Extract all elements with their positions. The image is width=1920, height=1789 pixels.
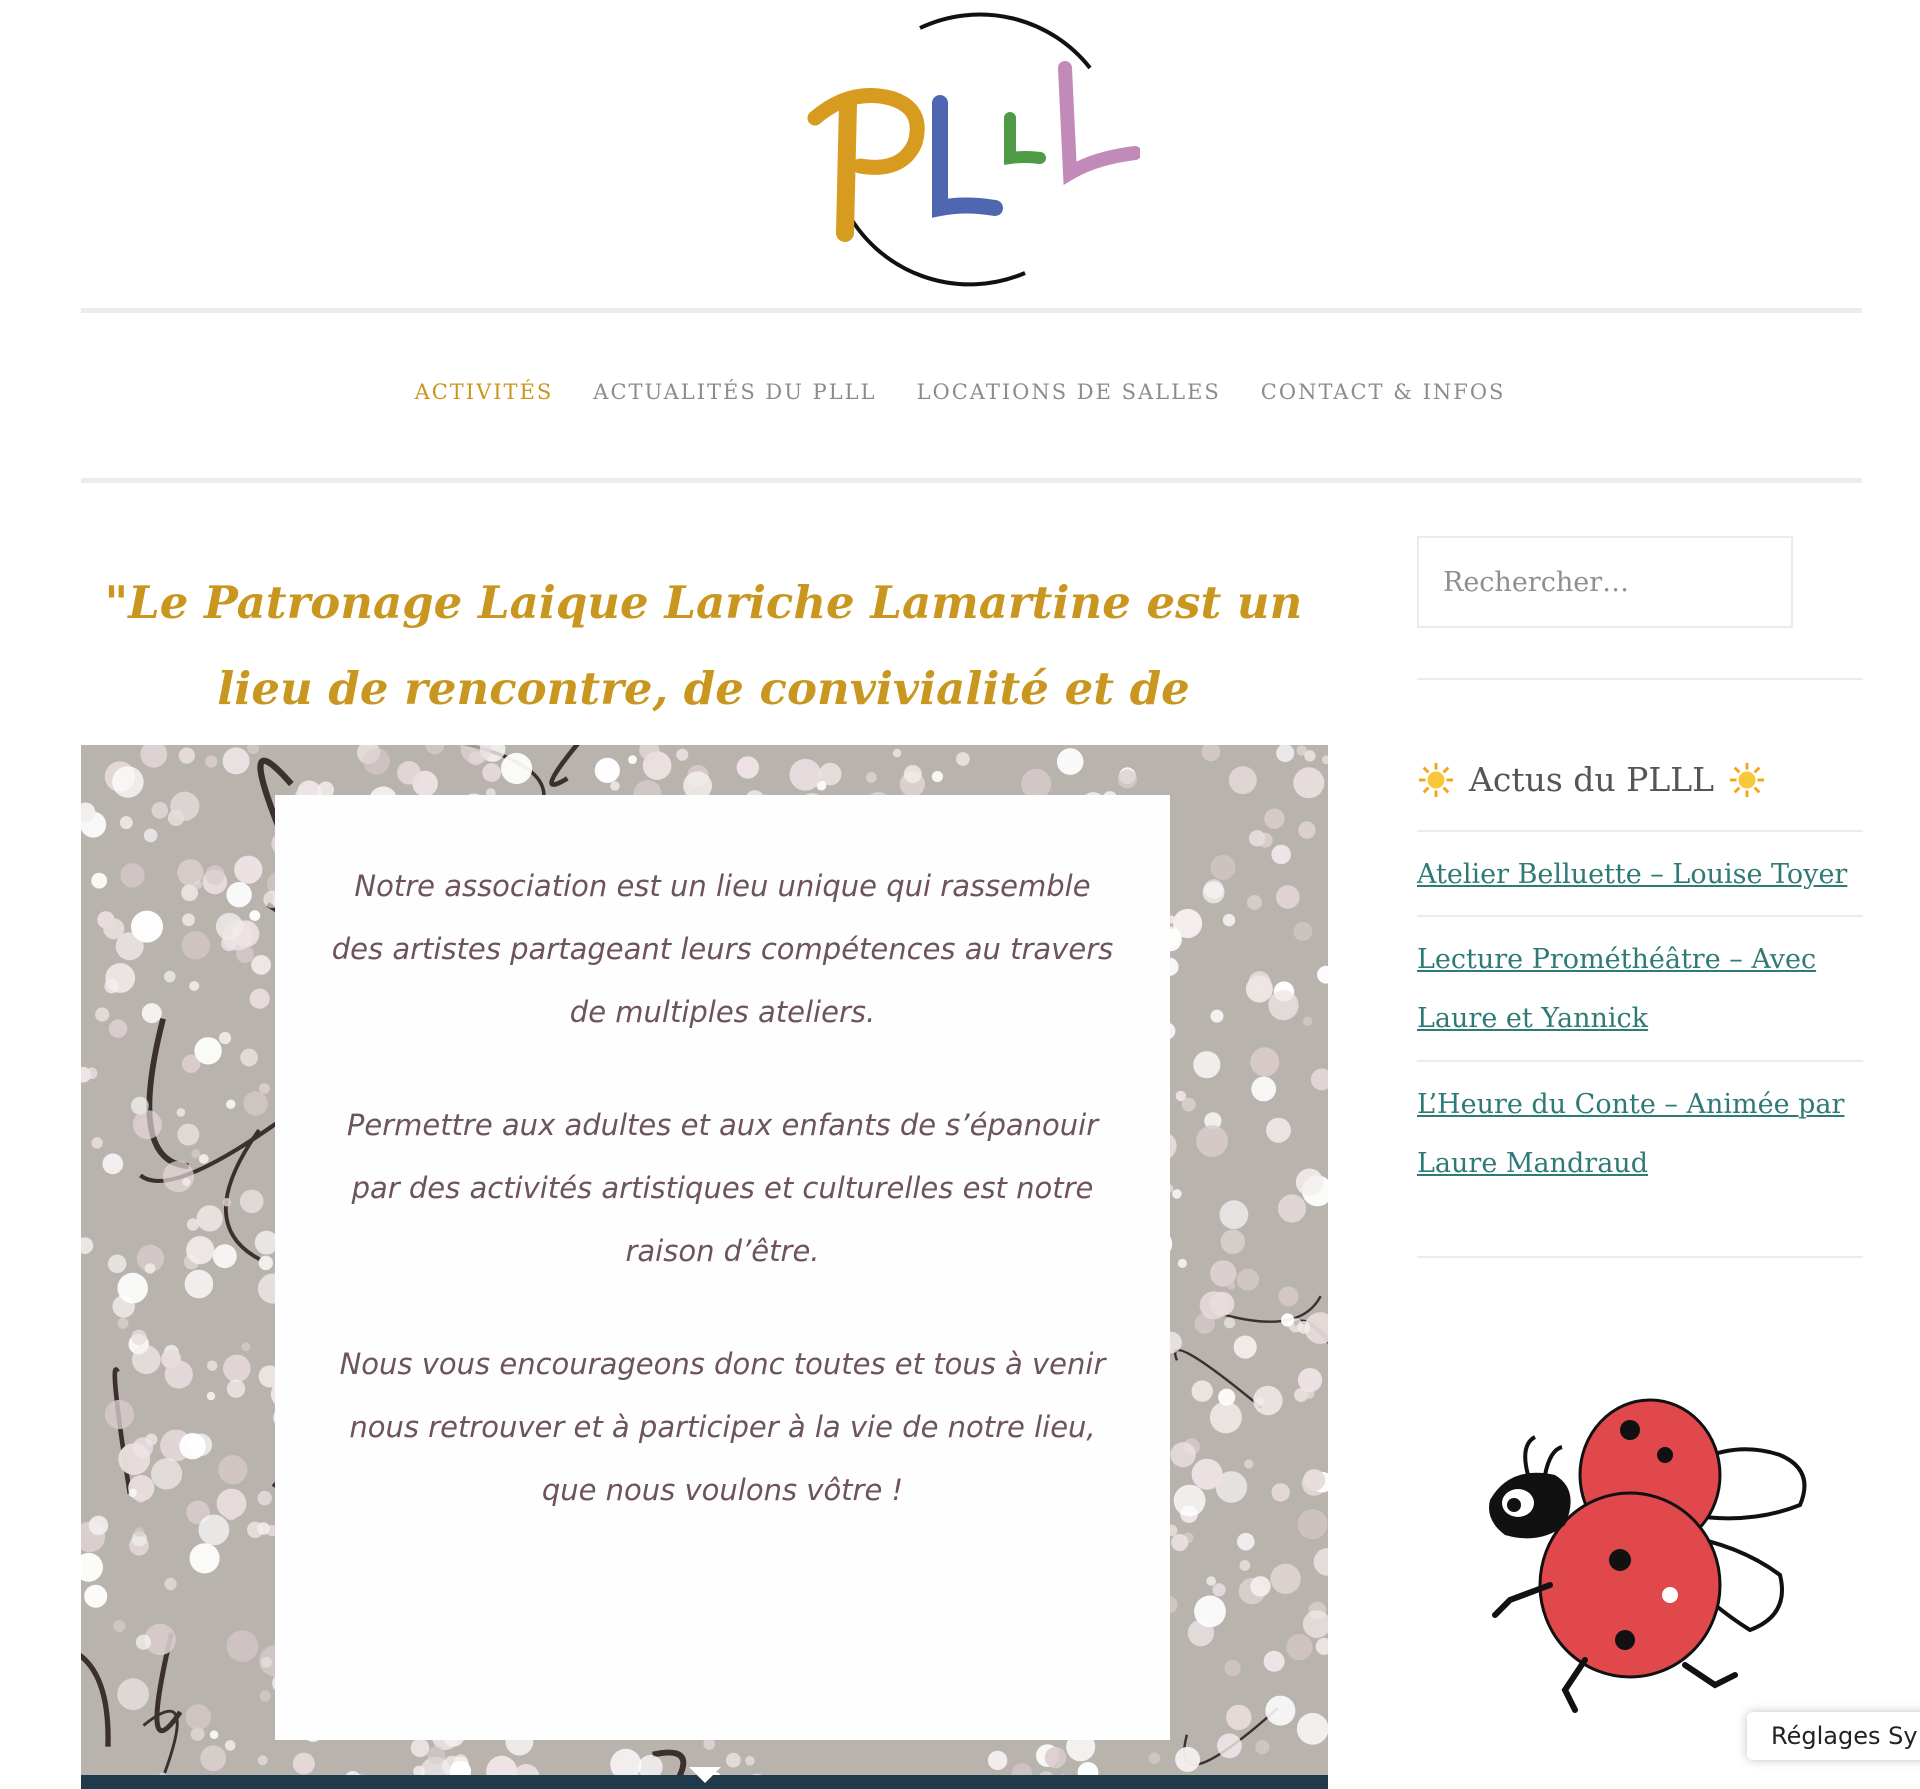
hero-notch <box>689 1767 721 1783</box>
recent-post-link[interactable]: Atelier Belluette – Louise Toyer <box>1417 859 1848 890</box>
intro-paragraph-3: Nous vous encourageons donc toutes et tous à venir nous retrouver et à participer à la vie de notre lieu, que nous voulons vôtre ! <box>339 1347 1106 1507</box>
logo-letter-l3 <box>1065 68 1135 173</box>
logo-letter-p-stem <box>845 103 848 233</box>
logo-letter-p-bowl <box>815 96 917 168</box>
sidebar-divider <box>1417 678 1863 680</box>
sun-icon <box>1728 761 1766 799</box>
widget-divider <box>1417 830 1863 832</box>
ladybug-illustration <box>1450 1375 1830 1715</box>
intro-quote: "Le Patronage Laique Lariche Lamartine est un lieu de rencontre, de convivialité et de <box>104 576 1303 715</box>
main-navigation <box>0 380 1920 404</box>
sun-icon <box>1417 761 1455 799</box>
recent-post-link[interactable]: L’Heure du Conte – Animée par Laure Mandraud <box>1417 1089 1845 1179</box>
search-input[interactable] <box>1417 536 1793 628</box>
header-divider-bottom <box>81 478 1862 483</box>
post-divider <box>1417 915 1863 917</box>
logo-arc-top <box>920 15 1090 68</box>
site-logo[interactable] <box>790 8 1140 298</box>
header-divider-top <box>81 308 1862 313</box>
post-divider <box>1417 1060 1863 1062</box>
nav-item-contact[interactable]: CONTACT & INFOS <box>1260 380 1506 404</box>
intro-paragraph-2: Permettre aux adultes et aux enfants de s’épanouir par des activités artistiques et culturelles est notre raison d’être. <box>346 1108 1099 1268</box>
widget-title-actus <box>1417 755 1766 805</box>
logo-letter-l1 <box>940 103 995 208</box>
nav-item-actualites[interactable]: ACTUALITÉS DU PLLL <box>593 380 877 404</box>
nav-item-locations[interactable]: LOCATIONS DE SALLES <box>916 380 1221 404</box>
widget-divider <box>1417 1256 1863 1258</box>
intro-paragraph-1: Notre association est un lieu unique qui rassemble des artistes partageant leurs compétences au travers de multiples ateliers. <box>331 869 1114 1029</box>
intro-card <box>275 795 1170 1740</box>
logo-graphic <box>790 8 1140 298</box>
nav-item-activites[interactable]: ACTIVITÉS <box>414 380 554 404</box>
cookie-settings-tab[interactable]: Réglages Sy <box>1747 1712 1920 1760</box>
widget-title-text: Actus du PLLL <box>1469 760 1715 799</box>
blossom-hero <box>81 745 1328 1789</box>
logo-letter-l2 <box>1010 118 1040 158</box>
recent-post-link[interactable]: Lecture Prométhéâtre – Avec Laure et Yannick <box>1417 944 1817 1034</box>
logo-arc-bottom <box>845 208 1025 284</box>
